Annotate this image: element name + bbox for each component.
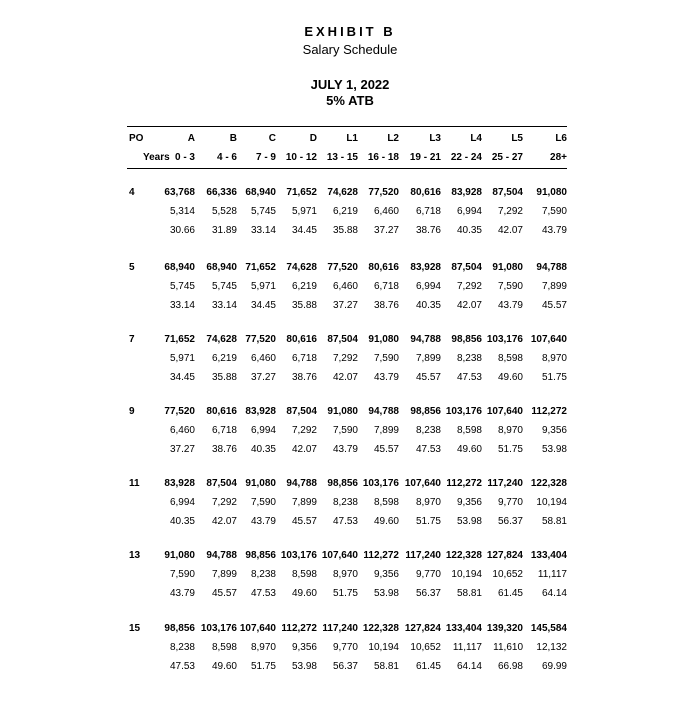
salary-annual-cell: 122,328 bbox=[445, 550, 482, 561]
salary-hourly-cell: 56.37 bbox=[497, 516, 523, 527]
salary-monthly-cell: 5,314 bbox=[169, 206, 195, 217]
salary-monthly-cell: 8,238 bbox=[169, 642, 195, 653]
salary-hourly-cell: 33.14 bbox=[250, 225, 276, 236]
po-grade: 13 bbox=[129, 550, 141, 561]
salary-annual-cell: 112,272 bbox=[363, 550, 399, 561]
salary-annual-cell: 117,240 bbox=[487, 478, 523, 489]
salary-hourly-cell: 42.07 bbox=[456, 300, 482, 311]
exhibit-subtitle: Salary Schedule bbox=[302, 42, 398, 57]
salary-annual-cell: 83,928 bbox=[410, 262, 441, 273]
salary-monthly-cell: 6,718 bbox=[211, 425, 237, 436]
salary-monthly-cell: 6,994 bbox=[415, 281, 441, 292]
salary-annual-cell: 80,616 bbox=[206, 406, 237, 417]
column-header-step: D bbox=[309, 133, 317, 144]
salary-monthly-cell: 5,971 bbox=[169, 353, 195, 364]
po-grade: 7 bbox=[129, 334, 135, 345]
salary-hourly-cell: 35.88 bbox=[332, 225, 358, 236]
salary-monthly-cell: 9,356 bbox=[456, 497, 482, 508]
salary-hourly-cell: 61.45 bbox=[497, 588, 523, 599]
salary-hourly-cell: 43.79 bbox=[541, 225, 567, 236]
salary-annual-cell: 83,928 bbox=[451, 187, 482, 198]
salary-annual-cell: 68,940 bbox=[206, 262, 237, 273]
salary-hourly-cell: 56.37 bbox=[332, 661, 358, 672]
salary-annual-cell: 77,520 bbox=[245, 334, 276, 345]
salary-annual-cell: 127,824 bbox=[486, 550, 523, 561]
salary-hourly-cell: 43.79 bbox=[497, 300, 523, 311]
salary-monthly-cell: 7,292 bbox=[456, 281, 482, 292]
salary-hourly-cell: 47.53 bbox=[332, 516, 358, 527]
salary-hourly-cell: 37.27 bbox=[332, 300, 358, 311]
salary-annual-cell: 91,080 bbox=[245, 478, 276, 489]
salary-annual-cell: 91,080 bbox=[492, 262, 523, 273]
salary-monthly-cell: 8,598 bbox=[291, 569, 317, 580]
salary-monthly-cell: 7,590 bbox=[497, 281, 523, 292]
salary-monthly-cell: 6,718 bbox=[373, 281, 399, 292]
salary-hourly-cell: 58.81 bbox=[541, 516, 567, 527]
salary-hourly-cell: 47.53 bbox=[250, 588, 276, 599]
salary-monthly-cell: 8,598 bbox=[373, 497, 399, 508]
salary-hourly-cell: 35.88 bbox=[211, 372, 237, 383]
salary-hourly-cell: 34.45 bbox=[169, 372, 195, 383]
salary-monthly-cell: 8,238 bbox=[415, 425, 441, 436]
salary-annual-cell: 103,176 bbox=[486, 334, 523, 345]
salary-hourly-cell: 42.07 bbox=[211, 516, 237, 527]
salary-annual-cell: 107,640 bbox=[404, 478, 441, 489]
salary-hourly-cell: 40.35 bbox=[169, 516, 195, 527]
salary-monthly-cell: 9,770 bbox=[332, 642, 358, 653]
salary-monthly-cell: 7,590 bbox=[169, 569, 195, 580]
salary-annual-cell: 112,272 bbox=[531, 406, 567, 417]
po-grade: 11 bbox=[129, 478, 140, 489]
salary-annual-cell: 98,856 bbox=[164, 623, 195, 634]
salary-annual-cell: 66,336 bbox=[206, 187, 237, 198]
salary-annual-cell: 87,504 bbox=[206, 478, 237, 489]
column-header-years: 22 - 24 bbox=[450, 152, 482, 163]
salary-annual-cell: 112,272 bbox=[446, 478, 482, 489]
salary-annual-cell: 87,504 bbox=[327, 334, 358, 345]
salary-monthly-cell: 7,292 bbox=[332, 353, 358, 364]
years-label: Years bbox=[143, 152, 170, 163]
salary-hourly-cell: 43.79 bbox=[250, 516, 276, 527]
salary-hourly-cell: 45.57 bbox=[211, 588, 237, 599]
salary-hourly-cell: 47.53 bbox=[169, 661, 195, 672]
column-header-step: L6 bbox=[555, 133, 567, 144]
salary-monthly-cell: 7,590 bbox=[541, 206, 567, 217]
salary-annual-cell: 77,520 bbox=[164, 406, 195, 417]
column-header-years: 4 - 6 bbox=[216, 152, 237, 163]
salary-hourly-cell: 53.98 bbox=[541, 444, 567, 455]
salary-monthly-cell: 6,718 bbox=[291, 353, 317, 364]
salary-annual-cell: 107,640 bbox=[321, 550, 358, 561]
salary-annual-cell: 98,856 bbox=[451, 334, 482, 345]
salary-monthly-cell: 8,598 bbox=[456, 425, 482, 436]
column-header-step: C bbox=[268, 133, 276, 144]
salary-monthly-cell: 8,238 bbox=[250, 569, 276, 580]
salary-annual-cell: 94,788 bbox=[286, 478, 317, 489]
salary-annual-cell: 87,504 bbox=[492, 187, 523, 198]
salary-monthly-cell: 10,194 bbox=[368, 642, 399, 653]
salary-monthly-cell: 12,132 bbox=[536, 642, 567, 653]
salary-hourly-cell: 69.99 bbox=[541, 661, 567, 672]
salary-monthly-cell: 8,970 bbox=[332, 569, 358, 580]
salary-monthly-cell: 7,292 bbox=[291, 425, 317, 436]
salary-hourly-cell: 51.75 bbox=[250, 661, 276, 672]
salary-annual-cell: 98,856 bbox=[245, 550, 276, 561]
salary-annual-cell: 122,328 bbox=[530, 478, 567, 489]
salary-hourly-cell: 53.98 bbox=[456, 516, 482, 527]
salary-monthly-cell: 11,610 bbox=[493, 642, 523, 653]
salary-annual-cell: 91,080 bbox=[327, 406, 358, 417]
salary-hourly-cell: 61.45 bbox=[415, 661, 441, 672]
salary-annual-cell: 133,404 bbox=[530, 550, 567, 561]
salary-monthly-cell: 5,971 bbox=[250, 281, 276, 292]
salary-hourly-cell: 40.35 bbox=[250, 444, 276, 455]
salary-hourly-cell: 35.88 bbox=[291, 300, 317, 311]
salary-annual-cell: 94,788 bbox=[410, 334, 441, 345]
salary-annual-cell: 112,272 bbox=[281, 623, 317, 634]
salary-hourly-cell: 38.76 bbox=[211, 444, 237, 455]
salary-monthly-cell: 11,117 bbox=[452, 642, 482, 653]
salary-monthly-cell: 5,745 bbox=[169, 281, 195, 292]
salary-hourly-cell: 51.75 bbox=[415, 516, 441, 527]
salary-monthly-cell: 9,770 bbox=[415, 569, 441, 580]
salary-monthly-cell: 8,598 bbox=[211, 642, 237, 653]
salary-monthly-cell: 7,292 bbox=[497, 206, 523, 217]
salary-hourly-cell: 51.75 bbox=[541, 372, 567, 383]
salary-annual-cell: 103,176 bbox=[280, 550, 317, 561]
column-header-step: L2 bbox=[387, 133, 399, 144]
salary-hourly-cell: 64.14 bbox=[456, 661, 482, 672]
salary-annual-cell: 103,176 bbox=[362, 478, 399, 489]
salary-hourly-cell: 45.57 bbox=[373, 444, 399, 455]
salary-monthly-cell: 9,770 bbox=[497, 497, 523, 508]
salary-hourly-cell: 38.76 bbox=[291, 372, 317, 383]
salary-monthly-cell: 5,971 bbox=[291, 206, 317, 217]
po-grade: 9 bbox=[129, 406, 135, 417]
salary-hourly-cell: 42.07 bbox=[332, 372, 358, 383]
column-header-years: 19 - 21 bbox=[409, 152, 441, 163]
salary-hourly-cell: 47.53 bbox=[456, 372, 482, 383]
header-top-rule bbox=[127, 126, 567, 127]
salary-hourly-cell: 58.81 bbox=[456, 588, 482, 599]
salary-annual-cell: 98,856 bbox=[410, 406, 441, 417]
salary-annual-cell: 107,640 bbox=[239, 623, 276, 634]
header-bottom-rule bbox=[127, 168, 567, 169]
salary-annual-cell: 74,628 bbox=[327, 187, 358, 198]
salary-monthly-cell: 8,598 bbox=[497, 353, 523, 364]
salary-annual-cell: 145,584 bbox=[530, 623, 567, 634]
salary-annual-cell: 71,652 bbox=[245, 262, 276, 273]
salary-annual-cell: 133,404 bbox=[445, 623, 482, 634]
salary-monthly-cell: 6,460 bbox=[250, 353, 276, 364]
salary-monthly-cell: 8,970 bbox=[415, 497, 441, 508]
salary-hourly-cell: 49.60 bbox=[291, 588, 317, 599]
salary-annual-cell: 87,504 bbox=[451, 262, 482, 273]
salary-hourly-cell: 37.27 bbox=[169, 444, 195, 455]
salary-hourly-cell: 38.76 bbox=[415, 225, 441, 236]
salary-hourly-cell: 45.57 bbox=[291, 516, 317, 527]
salary-monthly-cell: 5,528 bbox=[211, 206, 237, 217]
salary-hourly-cell: 49.60 bbox=[497, 372, 523, 383]
column-header-years: 7 - 9 bbox=[255, 152, 276, 163]
salary-annual-cell: 80,616 bbox=[286, 334, 317, 345]
salary-monthly-cell: 7,899 bbox=[541, 281, 567, 292]
salary-annual-cell: 117,240 bbox=[322, 623, 358, 634]
salary-monthly-cell: 5,745 bbox=[211, 281, 237, 292]
salary-monthly-cell: 9,356 bbox=[373, 569, 399, 580]
salary-monthly-cell: 8,238 bbox=[456, 353, 482, 364]
salary-hourly-cell: 38.76 bbox=[373, 300, 399, 311]
salary-hourly-cell: 49.60 bbox=[373, 516, 399, 527]
effective-date: JULY 1, 2022 bbox=[310, 77, 390, 92]
column-header-step: A bbox=[187, 133, 195, 144]
salary-monthly-cell: 9,356 bbox=[291, 642, 317, 653]
salary-monthly-cell: 8,238 bbox=[332, 497, 358, 508]
salary-annual-cell: 139,320 bbox=[486, 623, 523, 634]
po-grade: 4 bbox=[129, 187, 135, 198]
salary-hourly-cell: 33.14 bbox=[169, 300, 195, 311]
salary-monthly-cell: 9,356 bbox=[541, 425, 567, 436]
salary-annual-cell: 71,652 bbox=[286, 187, 317, 198]
salary-annual-cell: 80,616 bbox=[368, 262, 399, 273]
salary-monthly-cell: 7,292 bbox=[211, 497, 237, 508]
salary-annual-cell: 87,504 bbox=[286, 406, 317, 417]
salary-hourly-cell: 42.07 bbox=[291, 444, 317, 455]
salary-annual-cell: 122,328 bbox=[362, 623, 399, 634]
salary-monthly-cell: 7,899 bbox=[373, 425, 399, 436]
salary-hourly-cell: 56.37 bbox=[415, 588, 441, 599]
salary-monthly-cell: 6,994 bbox=[250, 425, 276, 436]
salary-hourly-cell: 49.60 bbox=[456, 444, 482, 455]
salary-monthly-cell: 7,899 bbox=[211, 569, 237, 580]
salary-hourly-cell: 53.98 bbox=[291, 661, 317, 672]
po-header: PO bbox=[129, 133, 144, 144]
salary-annual-cell: 98,856 bbox=[327, 478, 358, 489]
salary-hourly-cell: 37.27 bbox=[250, 372, 276, 383]
column-header-step: L4 bbox=[470, 133, 482, 144]
salary-monthly-cell: 10,194 bbox=[536, 497, 567, 508]
column-header-step: L3 bbox=[429, 133, 441, 144]
salary-annual-cell: 83,928 bbox=[164, 478, 195, 489]
salary-monthly-cell: 5,745 bbox=[250, 206, 276, 217]
salary-monthly-cell: 6,994 bbox=[169, 497, 195, 508]
salary-monthly-cell: 6,460 bbox=[169, 425, 195, 436]
salary-hourly-cell: 49.60 bbox=[211, 661, 237, 672]
salary-monthly-cell: 7,899 bbox=[415, 353, 441, 364]
salary-hourly-cell: 51.75 bbox=[332, 588, 358, 599]
salary-hourly-cell: 51.75 bbox=[497, 444, 523, 455]
column-header-step: L5 bbox=[511, 133, 523, 144]
salary-monthly-cell: 11,117 bbox=[537, 569, 567, 580]
column-header-step: B bbox=[229, 133, 237, 144]
salary-monthly-cell: 6,219 bbox=[211, 353, 237, 364]
salary-monthly-cell: 7,590 bbox=[332, 425, 358, 436]
salary-hourly-cell: 33.14 bbox=[211, 300, 237, 311]
salary-annual-cell: 91,080 bbox=[536, 187, 567, 198]
salary-annual-cell: 94,788 bbox=[368, 406, 399, 417]
salary-annual-cell: 63,768 bbox=[164, 187, 195, 198]
salary-monthly-cell: 6,994 bbox=[456, 206, 482, 217]
column-header-years: 10 - 12 bbox=[285, 152, 317, 163]
salary-monthly-cell: 10,652 bbox=[492, 569, 523, 580]
salary-annual-cell: 117,240 bbox=[405, 550, 441, 561]
po-grade: 15 bbox=[129, 623, 141, 634]
salary-hourly-cell: 34.45 bbox=[291, 225, 317, 236]
salary-hourly-cell: 34.45 bbox=[250, 300, 276, 311]
salary-hourly-cell: 66.98 bbox=[497, 661, 523, 672]
salary-hourly-cell: 64.14 bbox=[541, 588, 567, 599]
salary-monthly-cell: 6,718 bbox=[415, 206, 441, 217]
salary-hourly-cell: 42.07 bbox=[497, 225, 523, 236]
salary-hourly-cell: 40.35 bbox=[415, 300, 441, 311]
salary-monthly-cell: 8,970 bbox=[250, 642, 276, 653]
salary-hourly-cell: 37.27 bbox=[373, 225, 399, 236]
salary-hourly-cell: 30.66 bbox=[169, 225, 195, 236]
salary-annual-cell: 77,520 bbox=[368, 187, 399, 198]
salary-annual-cell: 107,640 bbox=[530, 334, 567, 345]
salary-annual-cell: 91,080 bbox=[164, 550, 195, 561]
salary-annual-cell: 103,176 bbox=[200, 623, 237, 634]
salary-hourly-cell: 45.57 bbox=[415, 372, 441, 383]
column-header-years: 0 - 3 bbox=[174, 152, 195, 163]
column-header-years: 13 - 15 bbox=[326, 152, 358, 163]
column-header-years: 16 - 18 bbox=[367, 152, 399, 163]
salary-hourly-cell: 43.79 bbox=[169, 588, 195, 599]
column-header-years: 28+ bbox=[550, 152, 567, 163]
salary-hourly-cell: 53.98 bbox=[373, 588, 399, 599]
salary-monthly-cell: 6,460 bbox=[332, 281, 358, 292]
salary-annual-cell: 77,520 bbox=[327, 262, 358, 273]
salary-annual-cell: 91,080 bbox=[368, 334, 399, 345]
salary-annual-cell: 80,616 bbox=[410, 187, 441, 198]
salary-monthly-cell: 8,970 bbox=[497, 425, 523, 436]
salary-monthly-cell: 6,219 bbox=[332, 206, 358, 217]
salary-hourly-cell: 40.35 bbox=[456, 225, 482, 236]
po-grade: 5 bbox=[129, 262, 135, 273]
salary-annual-cell: 68,940 bbox=[245, 187, 276, 198]
column-header-step: L1 bbox=[346, 133, 358, 144]
salary-monthly-cell: 6,460 bbox=[373, 206, 399, 217]
salary-annual-cell: 107,640 bbox=[486, 406, 523, 417]
salary-annual-cell: 94,788 bbox=[536, 262, 567, 273]
salary-annual-cell: 103,176 bbox=[445, 406, 482, 417]
salary-annual-cell: 127,824 bbox=[404, 623, 441, 634]
salary-annual-cell: 68,940 bbox=[164, 262, 195, 273]
salary-monthly-cell: 10,652 bbox=[410, 642, 441, 653]
salary-monthly-cell: 7,590 bbox=[373, 353, 399, 364]
salary-monthly-cell: 7,899 bbox=[291, 497, 317, 508]
salary-hourly-cell: 43.79 bbox=[332, 444, 358, 455]
salary-hourly-cell: 45.57 bbox=[541, 300, 567, 311]
column-header-years: 25 - 27 bbox=[491, 152, 523, 163]
salary-annual-cell: 83,928 bbox=[245, 406, 276, 417]
salary-hourly-cell: 58.81 bbox=[373, 661, 399, 672]
salary-monthly-cell: 8,970 bbox=[541, 353, 567, 364]
exhibit-title: EXHIBIT B bbox=[304, 24, 396, 39]
salary-monthly-cell: 10,194 bbox=[451, 569, 482, 580]
salary-monthly-cell: 7,590 bbox=[250, 497, 276, 508]
salary-hourly-cell: 43.79 bbox=[373, 372, 399, 383]
salary-monthly-cell: 6,219 bbox=[291, 281, 317, 292]
atb-label: 5% ATB bbox=[326, 93, 374, 108]
salary-hourly-cell: 47.53 bbox=[415, 444, 441, 455]
salary-annual-cell: 71,652 bbox=[164, 334, 195, 345]
salary-annual-cell: 94,788 bbox=[206, 550, 237, 561]
salary-hourly-cell: 31.89 bbox=[211, 225, 237, 236]
salary-annual-cell: 74,628 bbox=[286, 262, 317, 273]
salary-annual-cell: 74,628 bbox=[206, 334, 237, 345]
